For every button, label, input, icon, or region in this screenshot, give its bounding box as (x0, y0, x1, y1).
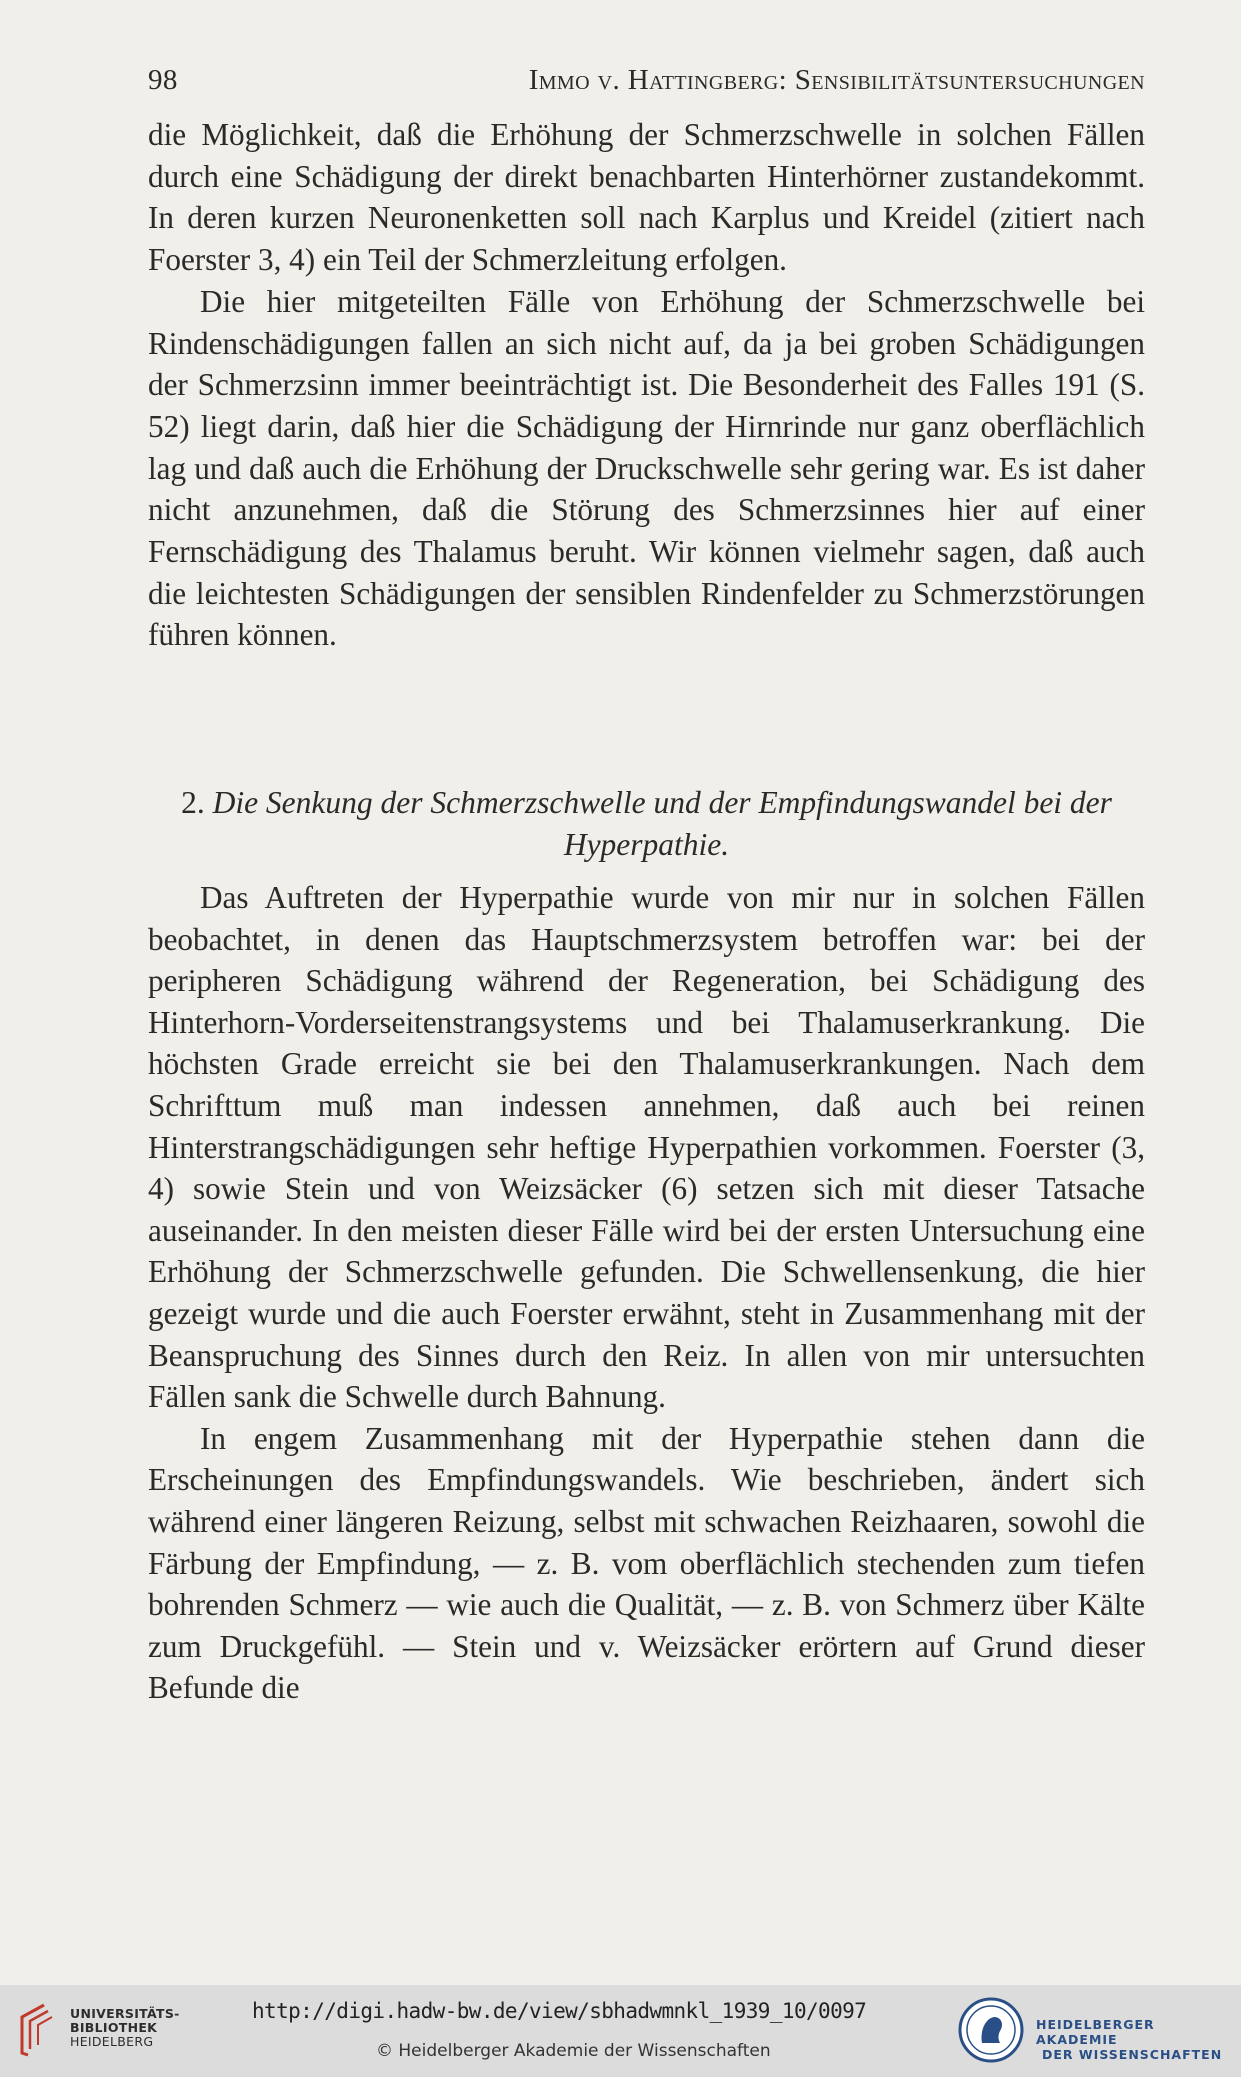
paragraph: die Möglichkeit, daß die Erhöhung der Schmerzschwelle in solchen Fällen durch eine Schädigung der direkt benachbarten Hinterhörner zustandekommt. In deren kurzen Neuronenketten soll nach Karplus und Kreidel (zitiert nach Foerster 3, 4) ein Teil der Schmerzleitung erfolgen. (148, 117, 1145, 278)
section-number: 2. (181, 785, 205, 820)
library-bracket-logo-icon (14, 2003, 54, 2057)
library-name-line: HEIDELBERG (70, 2034, 154, 2049)
academy-seal-icon (958, 1997, 1024, 2063)
library-name (70, 2007, 180, 2049)
section-heading (148, 782, 1145, 866)
academy-name-line: DER WISSENSCHAFTEN (1042, 2047, 1223, 2062)
text-block-lower (148, 877, 1145, 1709)
paragraph: Das Auftreten der Hyperpathie wurde von mir nur in solchen Fällen beobachtet, in denen das Hauptschmerzsystem betroffen war: bei der peripheren Schädigung während der Regeneration, bei Schädigung des Hinterhorn-Vorderseitenstrangsystems und bei Thalamuserkrankung. Die höchsten Grade erreicht sie bei den Thalamuserkrankungen. Nach dem Schrifttum muß man indessen annehmen, daß auch bei reinen Hinterstrangschädigungen sehr heftige Hyperpathien vorkommen. Foerster (3, 4) sowie Stein und von Weizsäcker (6) setzen sich mit dieser Tatsache auseinander. In den meisten dieser Fälle wird bei der ersten Untersuchung eine Erhöhung der Schmerzschwelle gefunden. Die Schwellensenkung, die hier gezeigt wurde und die auch Foerster erwähnt, steht in Zusammenhang mit der Beanspruchung des Sinnes durch den Reiz. In allen von mir untersuchten Fällen sank die Schwelle durch Bahnung. (148, 880, 1145, 1415)
copyright-notice: © Heidelberger Akademie der Wissenschaften (376, 2041, 771, 2061)
library-name-line: UNIVERSITÄTS- (70, 2006, 180, 2021)
paragraph: Die hier mitgeteilten Fälle von Erhöhung der Schmerzschwelle bei Rindenschädigungen fallen an sich nicht auf, da ja bei groben Schädigungen der Schmerzsinn immer beeinträchtigt ist. Die Besonderheit des Falles 191 (S. 52) liegt darin, daß hier die Schädigung der Hirnrinde nur ganz oberflächlich lag und daß auch die Erhöhung der Druckschwelle sehr gering war. Es ist daher nicht anzunehmen, daß die Störung des Schmerzsinnes hier auf einer Fernschädigung des Thalamus beruht. Wir können vielmehr sagen, daß auch die leichtesten Schädigungen der sensiblen Rindenfelder zu Schmerzstörungen führen können. (148, 283, 1145, 653)
permalink-url[interactable]: http://digi.hadw-bw.de/view/sbhadwmnkl_1939_10/0097 (252, 1999, 867, 2023)
academy-name (1036, 2017, 1241, 2062)
running-header (148, 58, 1145, 102)
paragraph: In engem Zusammenhang mit der Hyperpathie stehen dann die Erscheinungen des Empfindungswandels. Wie beschrieben, ändert sich während einer längeren Reizung, selbst mit schwachen Reizhaaren, sowohl die Färbung der Empfindung, — z. B. vom oberflächlich stechenden zum tiefen bohrenden Schmerz — wie auch die Qualität, — z. B. von Schmerz über Kälte zum Druckgefühl. — Stein und v. Weizsäcker erörtern auf Grund dieser Befunde die (148, 1420, 1145, 1706)
library-name-line: BIBLIOTHEK (70, 2020, 158, 2035)
page-number: 98 (148, 64, 178, 96)
academy-name-line: HEIDELBERGER AKADEMIE (1036, 2017, 1155, 2047)
section-title: Die Senkung der Schmerzschwelle und der Empfindungswandel bei der Hyperpathie. (212, 785, 1112, 862)
viewer-footer (0, 1985, 1241, 2077)
text-block-upper (148, 114, 1145, 656)
running-title: Immo v. Hattingberg: Sensibilitätsuntersuchungen (528, 64, 1145, 96)
